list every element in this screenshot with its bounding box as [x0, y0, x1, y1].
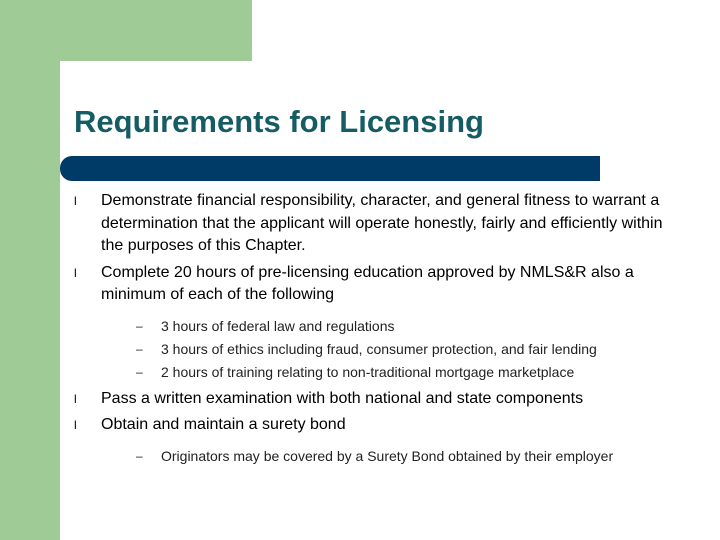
sub-bullet-text: 2 hours of training relating to non-traditional mortgage marketplace — [161, 363, 575, 380]
bullet-marker: l — [74, 265, 77, 280]
dash-marker: – — [136, 341, 143, 356]
sub-bullet-item — [101, 338, 672, 361]
bullet-item-pre-licensing-education — [72, 262, 672, 384]
dash-marker: – — [136, 364, 143, 379]
bullet-text: Obtain and maintain a surety bond — [101, 416, 346, 433]
slide-title: Requirements for Licensing — [74, 104, 484, 139]
dash-marker: – — [136, 318, 143, 333]
sub-bullet-item — [101, 361, 672, 384]
bullet-text: Demonstrate financial responsibility, character, and general fitness to warrant a determination that the applicant will operate honestly, fairly and efficiently within the purposes of this Chapter. — [101, 192, 663, 254]
bullet-marker: l — [74, 194, 77, 208]
bullet-marker: l — [74, 418, 77, 432]
sub-bullet-item — [101, 315, 672, 338]
bullet-text: Complete 20 hours of pre-licensing education approved by NMLS&R also a minimum of each of the following — [101, 263, 634, 303]
title-underline-bar — [60, 156, 600, 181]
bullet-text: Pass a written examination with both national and state components — [101, 389, 584, 407]
sub-bullet-text: 3 hours of federal law and regulations — [161, 317, 395, 334]
bullet-item-written-examination — [72, 388, 672, 411]
bullet-item-financial-responsibility — [72, 190, 672, 258]
sub-bullet-item — [101, 445, 672, 468]
slide-content — [72, 190, 672, 472]
sub-bullet-text: 3 hours of ethics including fraud, consumer protection, and fair lending — [161, 340, 597, 357]
dash-marker: – — [136, 448, 143, 463]
sub-bullet-text: Originators may be covered by a Surety Bond obtained by their employer — [161, 447, 614, 464]
bullet-list — [72, 190, 672, 468]
bullet-marker: l — [74, 391, 77, 406]
decorative-green-sidebar — [0, 0, 60, 540]
sub-bullet-list — [101, 315, 672, 384]
sub-bullet-list — [101, 445, 672, 468]
bullet-item-surety-bond — [72, 414, 672, 468]
